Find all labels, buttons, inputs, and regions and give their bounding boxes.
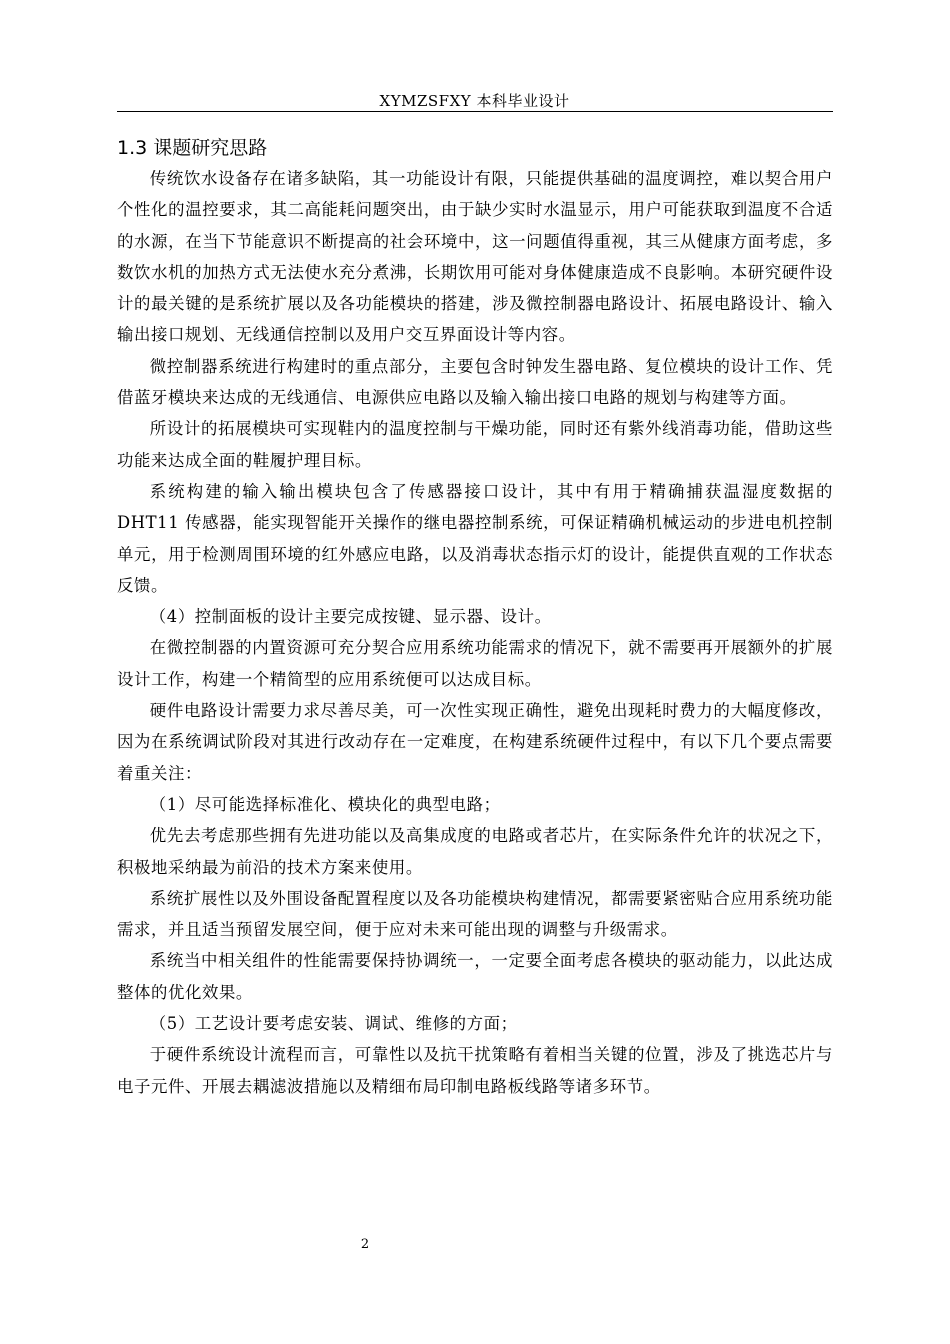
paragraph: 系统扩展性以及外围设备配置程度以及各功能模块构建情况，都需要紧密贴合应用系统功能需求，并且适当预留发展空间，便于应对未来可能出现的调整与升级需求。 [117,888,833,940]
paragraph: 系统构建的输入输出模块包含了传感器接口设计，其中有用于精确捕获温湿度数据的 DHT11 传感器，能实现智能开关操作的继电器控制系统，可保证精确机械运动的步进电机控制单元，用于检测周围环境的红外感应电路，以及消毒状态指示灯的设计，能提供直观的工作状态反馈。 [117,481,833,595]
paragraph: （4）控制面板的设计主要完成按键、显示器、设计。 [149,607,552,627]
paragraph: 在微控制器的内置资源可充分契合应用系统功能需求的情况下，就不需要再开展额外的扩展设计工作，构建一个精简型的应用系统便可以达成目标。 [117,638,833,689]
header-divider [117,111,833,112]
paragraph: 所设计的拓展模块可实现鞋内的温度控制与干燥功能，同时还有紫外线消毒功能，借助这些功能来达成全面的鞋履护理目标。 [117,419,833,470]
body-text [117,163,833,1102]
paragraph: （1）尽可能选择标准化、模块化的典型电路； [149,794,501,814]
page-header: XYMZSFXY 本科毕业设计 [379,92,570,110]
paragraph: 微控制器系统进行构建时的重点部分，主要包含时钟发生器电路、复位模块的设计工作、凭借蓝牙模块来达成的无线通信、电源供应电路以及输入输出接口电路的规划与构建等方面。 [117,356,833,408]
section-title: 1.3 课题研究思路 [117,136,268,159]
paragraph: 传统饮水设备存在诸多缺陷，其一功能设计有限，只能提供基础的温度调控，难以契合用户个性化的温控要求，其二高能耗问题突出，由于缺少实时水温显示，用户可能获取到温度不合适的水源，在当下节能意识不断提高的社会环境中，这一问题值得重视，其三从健康方面考虑，多数饮水机的加热方式无法使水充分煮沸，长期饮用可能对身体健康造成不良影响。本研究硬件设计的最关键的是系统扩展以及各功能模块的搭建，涉及微控制器电路设计、拓展电路设计、输入输出接口规划、无线通信控制以及用户交互界面设计等内容。 [117,169,833,345]
paragraph: 优先去考虑那些拥有先进功能以及高集成度的电路或者芯片，在实际条件允许的状况之下，积极地采纳最为前沿的技术方案来使用。 [117,826,833,877]
page-number: 2 [360,1237,370,1252]
paragraph: （5）工艺设计要考虑安装、调试、维修的方面； [149,1014,518,1034]
paragraph: 系统当中相关组件的性能需要保持协调统一，一定要全面考虑各模块的驱动能力，以此达成整体的优化效果。 [117,951,833,1002]
paragraph: 硬件电路设计需要力求尽善尽美，可一次性实现正确性，避免出现耗时费力的大幅度修改，因为在系统调试阶段对其进行改动存在一定难度，在构建系统硬件过程中，有以下几个要点需要着重关注： [117,701,833,783]
paragraph: 于硬件系统设计流程而言，可靠性以及抗干扰策略有着相当关键的位置，涉及了挑选芯片与电子元件、开展去耦滤波措施以及精细布局印制电路板线路等诸多环节。 [117,1045,833,1096]
